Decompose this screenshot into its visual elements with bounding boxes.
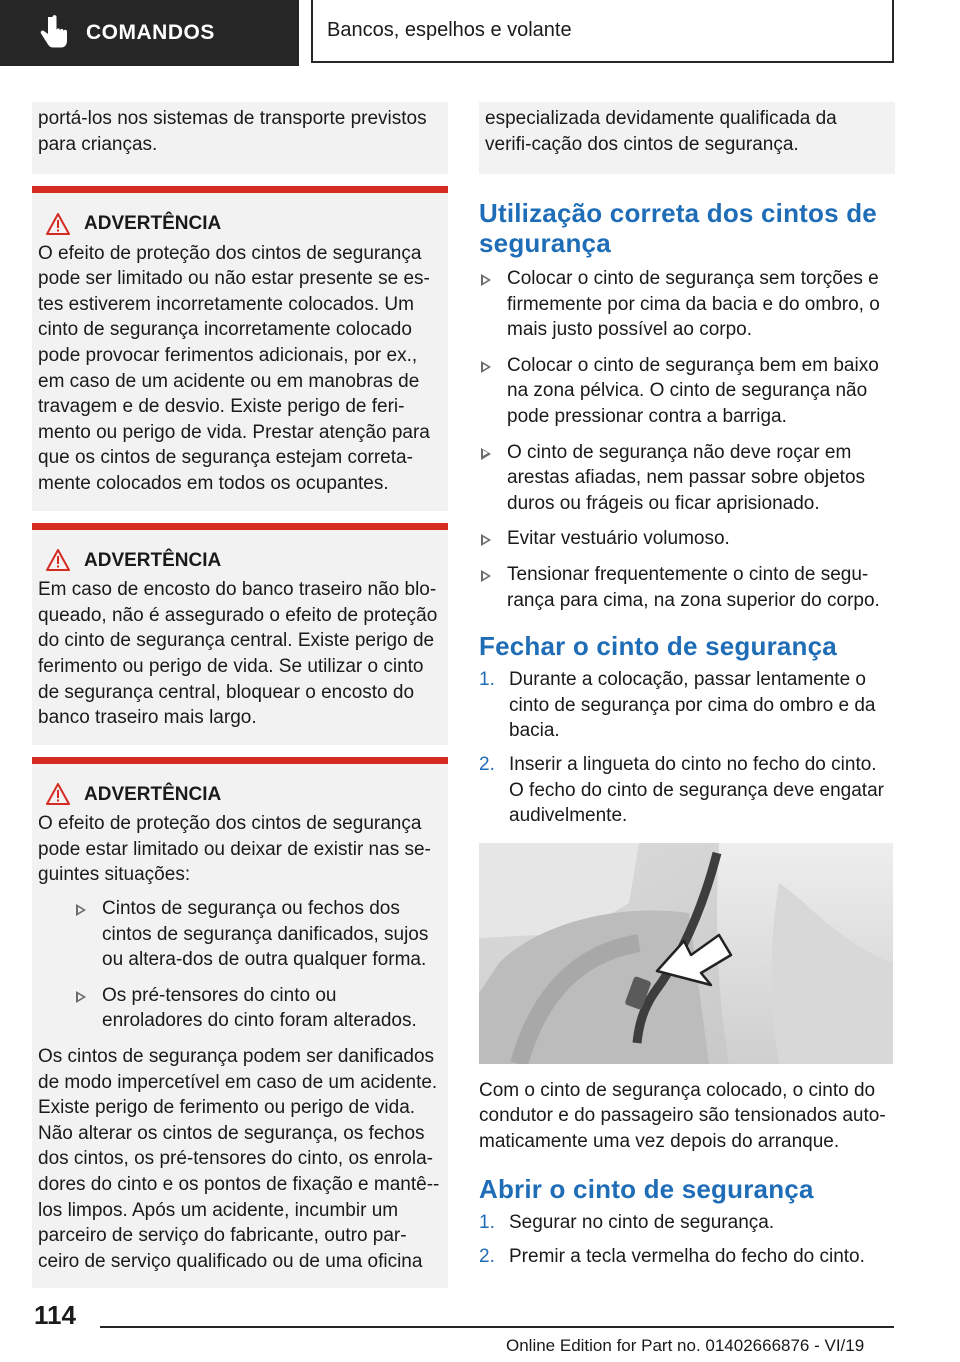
warning-bullet-list — [74, 896, 440, 1034]
warning-triangle-icon — [46, 783, 70, 805]
chapter-title: Bancos, espelhos e volante — [327, 19, 572, 41]
list-item: Tensionar frequentemente o cinto de segu-rança para cima, na zona superior do corpo. — [479, 562, 895, 613]
list-item: 1. Segurar no cinto de segurança. — [479, 1212, 775, 1234]
list-item: 1. Durante a colocação, passar lentamente o cinto de segurança por cima do ombro e da bacia. — [479, 669, 876, 742]
heading-unfasten: Abrir o cinto de segurança — [479, 1174, 814, 1205]
continuation-box — [479, 102, 895, 174]
left-column — [32, 102, 448, 1288]
bullet-triangle-icon — [481, 274, 491, 286]
warning-text-3: O efeito de proteção dos cintos de segurança pode estar limitado ou deixar de existir nas se-guintes situações: — [38, 813, 431, 886]
bullet-triangle-icon — [76, 904, 86, 916]
correct-use-list — [479, 266, 895, 613]
bullet-triangle-icon — [481, 534, 491, 546]
fasten-steps — [479, 667, 895, 829]
bullet-triangle-icon — [76, 991, 86, 1003]
warning-box-1 — [32, 186, 448, 511]
warning-text-1: O efeito de proteção dos cintos de segurança pode ser limitado ou não estar presente se es-tes estiverem incorretamente colocados. Um cinto de segurança incorretamente colocado pode provocar ferimentos adicionais, por ex., em caso de um acidente ou em manobras de travagem e de desvio. Existe perigo de feri-mento ou perigo de vida. Prestar atenção para que os cintos de segurança estejam correta-mente colocados em todos os ocupantes. — [38, 242, 430, 494]
list-item: Colocar o cinto de segurança sem torções e firmemente por cima da bacia e do ombro, o mais justo possível ao corpo. — [479, 266, 895, 343]
list-item: O cinto de segurança não deve roçar em arestas afiadas, nem passar sobre objetos duros ou frágeis ou ficar aprisionado. — [479, 440, 895, 517]
edition-note: Online Edition for Part no. 01402666876 - VI/19 — [506, 1336, 865, 1355]
list-item: 2. Inserir a lingueta do cinto no fecho do cinto. O fecho do cinto de segurança deve engatar audivelmente. — [479, 753, 884, 827]
unfasten-steps — [479, 1210, 895, 1269]
seat-belt-photo — [479, 843, 893, 1064]
heading-correct-use: Utilização correta dos cintos de segurança — [479, 198, 877, 258]
list-item: Colocar o cinto de segurança bem em baixo na zona pélvica. O cinto de segurança não pode pressionar contra a barriga. — [479, 353, 895, 430]
warning-text-3b: Os cintos de segurança podem ser danificados de modo impercetível em caso de um acidente. Existe perigo de ferimento ou perigo de vida. Não alterar os cintos de segurança, os fechos dos cintos, os pré-tensores do cinto, os enrola-dores do cinto e os pontos de fixação e mantê--los limpos. Após um acidente, incumbir um parceiro de serviço do fabricante, outro par-ceiro de serviço qualificado ou de uma oficina — [38, 1046, 440, 1272]
intro-box — [32, 102, 448, 174]
bullet-triangle-icon — [481, 361, 491, 373]
list-item: Cintos de segurança ou fechos dos cintos de segurança danificados, sujos ou altera-dos de outra qualquer forma. — [74, 896, 440, 973]
chapter-header — [311, 0, 894, 63]
warning-box-3 — [32, 757, 448, 1289]
warning-text-2: Em caso de encosto do banco traseiro não blo-queado, não é assegurado o efeito de proteção do cinto de segurança central. Existe perigo de ferimento ou perigo de vida. Se utilizar o cinto de segurança central, bloquear o encosto do banco traseiro mais largo. — [38, 579, 438, 729]
continuation-text: especializada devidamente qualificada da verifi-cação dos cintos de segurança. — [485, 108, 837, 155]
right-column — [479, 102, 895, 1278]
list-item: Os pré-tensores do cinto ou enroladores do cinto foram alterados. — [74, 983, 440, 1034]
bullet-triangle-icon — [481, 448, 491, 460]
section-tab — [0, 0, 299, 66]
section-title: COMANDOS — [86, 21, 215, 44]
warning-title-1: ADVERTÊNCIA — [46, 211, 440, 237]
photo-caption: Com o cinto de segurança colocado, o cinto do condutor e do passageiro são tensionados auto-maticamente uma vez depois do arranque. — [479, 1079, 886, 1152]
pointing-hand-icon — [34, 13, 74, 53]
warning-triangle-icon — [46, 549, 70, 571]
warning-triangle-icon — [46, 213, 70, 235]
list-item: Evitar vestuário volumoso. — [479, 526, 895, 552]
list-item: 2. Premir a tecla vermelha do fecho do cinto. — [479, 1246, 865, 1268]
warning-title-3: ADVERTÊNCIA — [46, 782, 440, 808]
footer-rule — [100, 1326, 894, 1328]
warning-title-2: ADVERTÊNCIA — [46, 548, 440, 574]
intro-text: portá-los nos sistemas de transporte previstos para crianças. — [38, 108, 427, 155]
warning-box-2 — [32, 523, 448, 745]
page-number: 114 — [34, 1300, 76, 1330]
bullet-triangle-icon — [481, 570, 491, 582]
heading-fasten: Fechar o cinto de segurança — [479, 631, 837, 662]
